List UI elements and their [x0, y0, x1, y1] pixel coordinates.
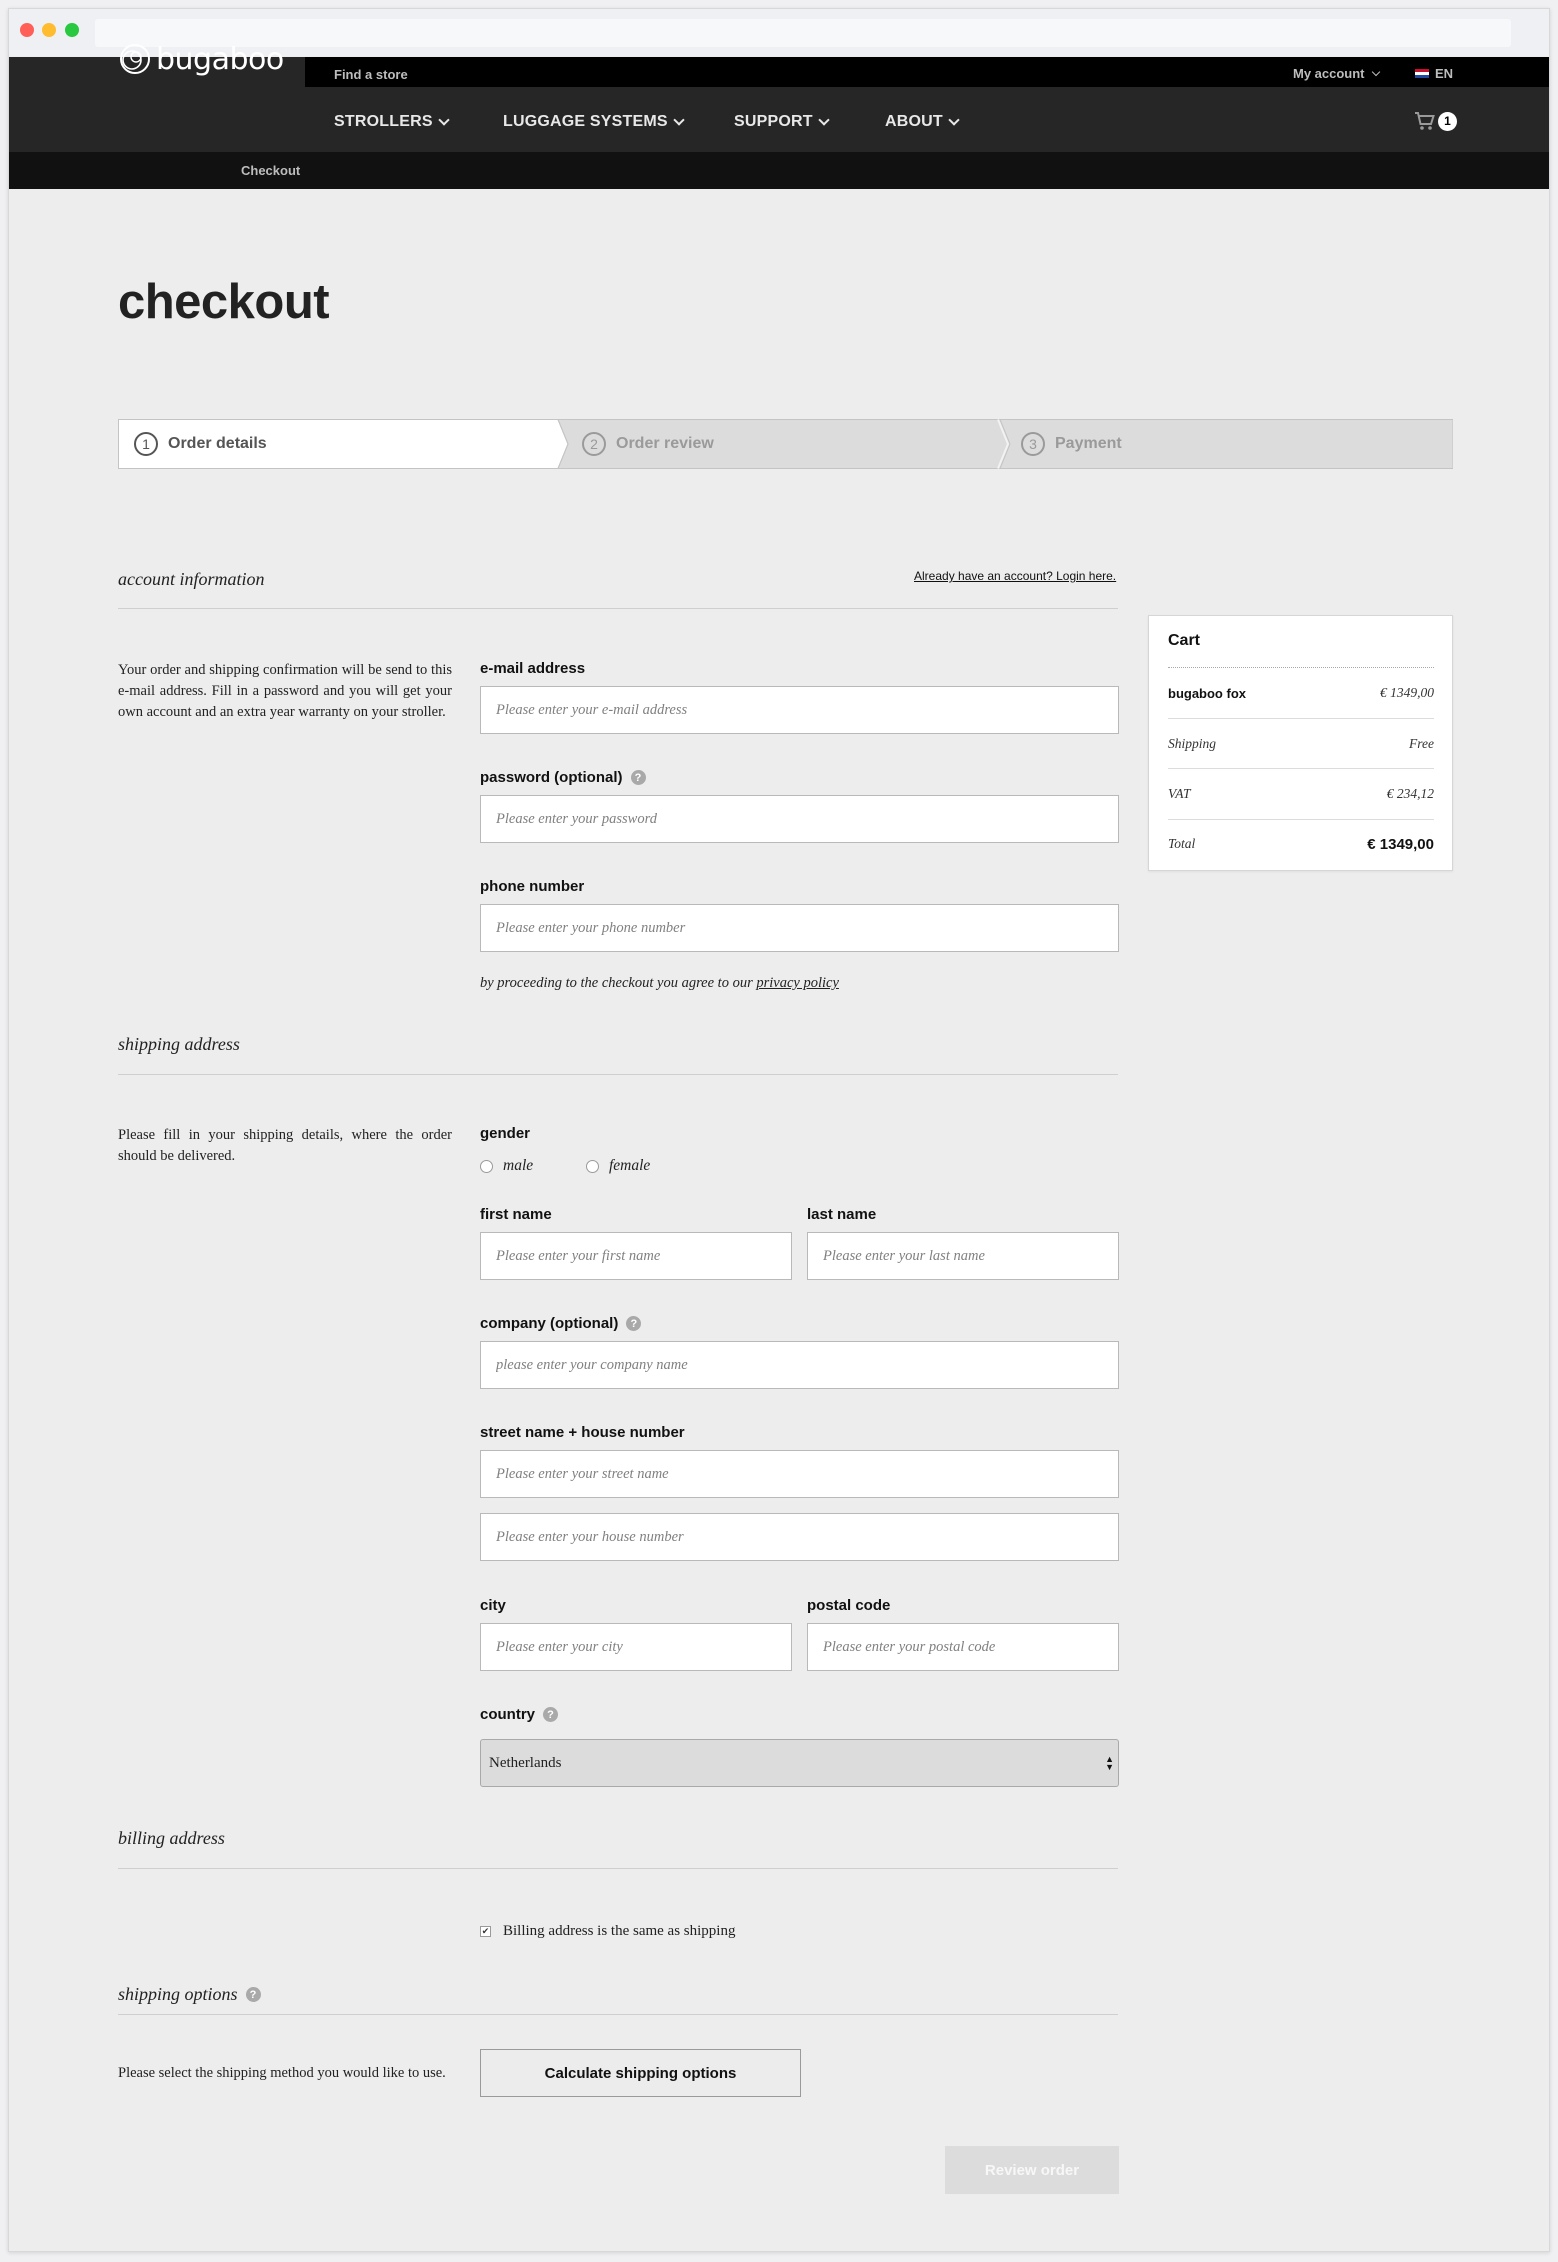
step-payment[interactable]	[1021, 419, 1122, 469]
country-value: Netherlands	[489, 1754, 562, 1771]
account-information-heading: account information	[118, 569, 265, 589]
cart-vat-value: € 234,12	[1386, 786, 1434, 801]
nav-label: LUGGAGE SYSTEMS	[503, 113, 668, 130]
company-field[interactable]	[480, 1341, 1119, 1389]
last-name-label: last name	[807, 1206, 877, 1223]
radio-label: male	[503, 1157, 534, 1174]
help-icon[interactable]: ?	[543, 1707, 558, 1722]
section-divider	[118, 608, 1118, 609]
address-bar[interactable]	[95, 19, 1511, 47]
phone-label: phone number	[480, 878, 585, 895]
checkout-steps	[118, 419, 1453, 469]
radio-circle	[586, 1160, 599, 1173]
nav-label: SUPPORT	[734, 113, 813, 130]
my-account-menu[interactable]	[1293, 66, 1379, 81]
cart-item-price: € 1349,00	[1380, 685, 1434, 700]
cart-count-badge: 1	[1438, 112, 1457, 131]
dotted-divider	[1168, 667, 1434, 668]
first-name-label: first name	[480, 1206, 552, 1223]
help-icon[interactable]: ?	[246, 1987, 261, 2002]
cart-divider	[1168, 819, 1434, 820]
privacy-prefix: by proceeding to the checkout you agree to our	[480, 975, 753, 991]
cart-shipping-row	[1168, 734, 1434, 754]
step-label: Payment	[1055, 435, 1122, 452]
city-label: city	[480, 1597, 506, 1614]
privacy-policy-link[interactable]: privacy policy	[756, 975, 839, 991]
company-label-text: company (optional)	[480, 1315, 619, 1332]
cart-vat-row	[1168, 784, 1434, 804]
street-label: street name + house number	[480, 1424, 685, 1441]
privacy-notice	[480, 975, 839, 992]
nav-about[interactable]	[885, 113, 958, 131]
step-number: 2	[582, 432, 606, 456]
language-selector[interactable]	[1415, 66, 1453, 81]
step-order-review[interactable]	[582, 419, 714, 469]
step-label: Order review	[616, 435, 714, 452]
chevron-down-icon	[948, 114, 959, 125]
select-arrows-icon: ▲ ▼	[1105, 1754, 1114, 1772]
login-link[interactable]: Already have an account? Login here.	[914, 569, 1117, 583]
street-field[interactable]	[480, 1450, 1119, 1498]
logo-text: bugaboo	[156, 41, 284, 77]
step-label: Order details	[168, 435, 267, 452]
section-divider	[118, 1074, 1118, 1075]
last-name-field[interactable]	[807, 1232, 1119, 1280]
step-number: 3	[1021, 432, 1045, 456]
section-divider	[118, 2014, 1118, 2015]
step-number: 1	[134, 432, 158, 456]
cart-divider	[1168, 718, 1434, 719]
cart-total-value: € 1349,00	[1367, 835, 1434, 853]
cart-vat-label: VAT	[1168, 786, 1191, 801]
help-icon[interactable]: ?	[631, 770, 646, 785]
cart-total-label: Total	[1168, 836, 1196, 851]
logo-mark-icon	[118, 42, 152, 76]
password-label-text: password (optional)	[480, 769, 623, 786]
country-label	[480, 1706, 558, 1723]
checkbox-checked-icon: ✔	[481, 1926, 490, 1936]
nav-strollers[interactable]	[334, 113, 448, 131]
cart-divider	[1168, 768, 1434, 769]
radio-circle	[480, 1160, 493, 1173]
language-label: EN	[1435, 66, 1454, 81]
shipping-address-heading: shipping address	[118, 1034, 240, 1054]
cart-button[interactable]	[1414, 111, 1457, 131]
cart-title: Cart	[1168, 632, 1201, 649]
radio-label: female	[609, 1157, 651, 1174]
account-description: Your order and shipping confirmation will be send to this e-mail address. Fill in a password and you will get your own account and an extra year warranty on your stroller.	[118, 662, 452, 720]
steps-background	[118, 419, 1453, 469]
cart-shipping-value: Free	[1409, 736, 1434, 751]
shipping-options-description: Please select the shipping method you would like to use.	[118, 2065, 446, 2081]
chevron-down-icon	[438, 114, 449, 125]
gender-male-radio[interactable]	[480, 1157, 533, 1175]
close-window-icon[interactable]	[20, 23, 34, 37]
cart-total-row	[1168, 834, 1434, 854]
company-label	[480, 1315, 641, 1332]
breadcrumb-bar	[9, 152, 1549, 189]
chevron-down-icon	[673, 114, 684, 125]
calculate-shipping-button[interactable]: Calculate shipping options	[480, 2049, 801, 2097]
find-store-link[interactable]: Find a store	[334, 67, 408, 82]
cart-summary	[1148, 615, 1453, 871]
postal-code-field[interactable]	[807, 1623, 1119, 1671]
email-field[interactable]	[480, 686, 1119, 734]
step-order-details[interactable]	[134, 419, 267, 469]
breadcrumb: Checkout	[241, 163, 301, 178]
first-name-field[interactable]	[480, 1232, 792, 1280]
nav-support[interactable]	[734, 113, 828, 131]
chevron-down-icon	[1371, 67, 1379, 75]
minimize-window-icon[interactable]	[42, 23, 56, 37]
cart-item-name: bugaboo fox	[1168, 685, 1246, 701]
my-account-label: My account	[1293, 66, 1365, 81]
cart-shipping-label: Shipping	[1168, 736, 1217, 751]
house-number-field[interactable]	[480, 1513, 1119, 1561]
maximize-window-icon[interactable]	[65, 23, 79, 37]
bugaboo-logo[interactable]	[118, 39, 284, 79]
billing-same-checkbox[interactable]	[480, 1923, 735, 1940]
cart-item-row	[1168, 683, 1434, 703]
gender-female-radio[interactable]	[586, 1157, 650, 1175]
nav-luggage-systems[interactable]	[503, 113, 683, 131]
country-select[interactable]	[480, 1739, 1119, 1787]
nav-label: STROLLERS	[334, 113, 433, 130]
phone-field[interactable]	[480, 904, 1119, 952]
password-label	[480, 769, 646, 786]
chevron-down-icon	[818, 114, 829, 125]
cart-icon	[1414, 111, 1436, 131]
nav-label: ABOUT	[885, 113, 943, 130]
shipping-options-heading-text: shipping options	[118, 1984, 238, 2004]
billing-address-heading: billing address	[118, 1828, 225, 1848]
city-field[interactable]	[480, 1623, 792, 1671]
page-title: checkout	[118, 275, 330, 329]
email-label: e-mail address	[480, 660, 586, 677]
checkbox-label: Billing address is the same as shipping	[503, 1923, 736, 1939]
flag-icon	[1415, 69, 1429, 78]
country-label-text: country	[480, 1706, 536, 1723]
browser-window	[8, 8, 1550, 2252]
review-order-button[interactable]: Review order	[945, 2146, 1119, 2194]
help-icon[interactable]: ?	[626, 1316, 641, 1331]
shipping-description: Please fill in your shipping details, where the order should be delivered.	[118, 1127, 452, 1164]
password-field[interactable]	[480, 795, 1119, 843]
shipping-options-heading	[118, 1984, 261, 2005]
postal-code-label: postal code	[807, 1597, 891, 1614]
section-divider	[118, 1868, 1118, 1869]
gender-label: gender	[480, 1125, 531, 1142]
